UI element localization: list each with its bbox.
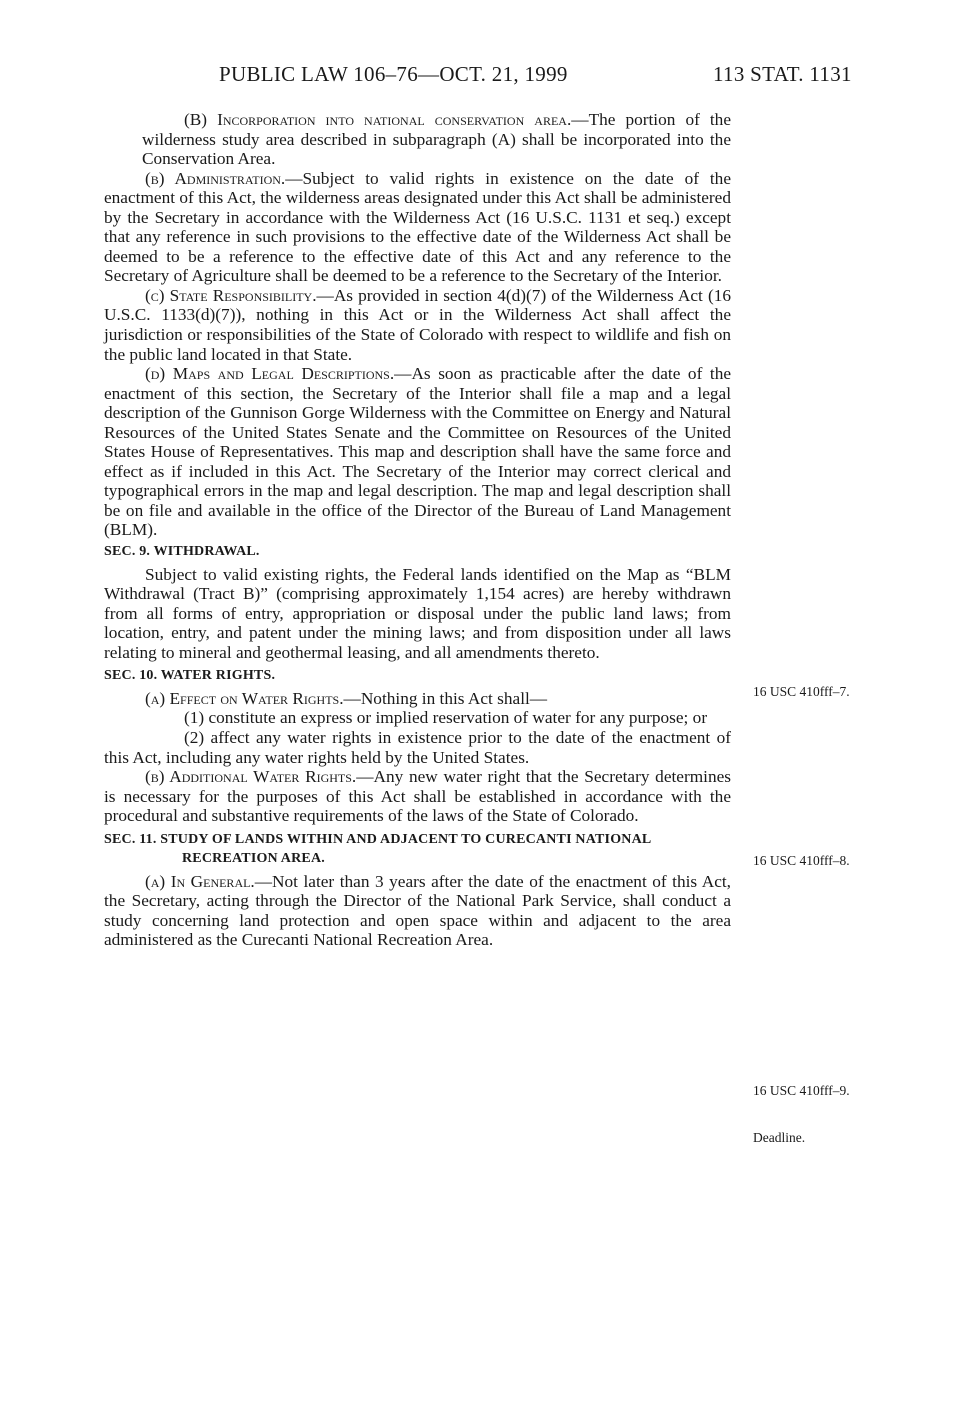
sec10-b-text: —Any new water right that the Secretary determines is necessary for the purposes of this Act shall be established in accordance with the procedural and substantive requirements of the laws of the State of Colorado. <box>104 767 731 826</box>
sec10-b-label: (b) Additional Water Rights. <box>145 767 357 787</box>
margin-note-sec11: 16 USC 410fff–9. <box>753 1083 850 1098</box>
para-b-heading: (B) Incorporation into national conservation area. <box>184 110 572 129</box>
sec10-a-text: —Nothing in this Act shall— <box>343 688 548 708</box>
body-text <box>104 110 731 950</box>
sec11-a-label: (a) In General. <box>145 871 255 891</box>
sec11-a <box>104 872 731 950</box>
sec10-heading: SEC. 10. WATER RIGHTS. <box>104 668 276 684</box>
para-administration <box>104 169 731 286</box>
sec9-text: Subject to valid existing rights, the Federal lands identified on the Map as “BLM Withdrawal (Tract B)” (comprising approximately 1,154 acres) are hereby withdrawn from all forms of entry, appropriation or disposal under the public land laws; from location, entry, and patent under the mining laws; and from disposition under all laws relating to mineral and geothermal leasing, and all amendments thereto. <box>104 564 731 662</box>
sec10-a <box>104 689 731 709</box>
sec10-a1: (1) constitute an express or implied reservation of water for any purpose; or <box>184 708 708 728</box>
sec9-heading: SEC. 9. WITHDRAWAL. <box>104 544 260 560</box>
para-administration-text: —Subject to valid rights in existence on the date of the enactment of this Act, the wilderness areas designated under this Act shall be administered by the Secretary in accordance with the Wilderness Act (16 U.S.C. 1131 et seq.) except that any reference in such provisions to the effective date of the Wilderness Act shall be deemed to be a reference to the effective date of this Act and any reference to the Secretary of Agriculture shall be deemed to be a reference to the Secretary of the Interior. <box>104 168 731 286</box>
para-b-text: —The portion of the wilderness study area described in subparagraph (A) shall be incorporated into the Conservation Area. <box>142 110 731 169</box>
sec10-a-label: (a) Effect on Water Rights. <box>145 688 344 708</box>
sec10-b <box>104 767 731 826</box>
para-b-incorporation <box>104 110 731 169</box>
header-title: PUBLIC LAW 106–76—OCT. 21, 1999 <box>219 62 568 86</box>
para-state-responsibility <box>104 286 731 364</box>
sec11-heading: SEC. 11. STUDY OF LANDS WITHIN AND ADJACENT TO CURECANTI NATIONAL RECREATION AREA. <box>104 831 651 867</box>
sec10-a2: (2) affect any water rights in existence prior to the date of the enactment of this Act, including any water rights held by the United States. <box>104 727 731 767</box>
margin-note-sec10: 16 USC 410fff–8. <box>753 853 850 868</box>
para-maps-label: (d) Maps and Legal Descriptions. <box>145 364 395 384</box>
para-state-text: —As provided in section 4(d)(7) of the Wilderness Act (16 U.S.C. 1133(d)(7)), nothing in this Act or in the Wilderness Act shall affect the jurisdiction or responsibilities of the State of Colorado with respect to wildlife and fish on the public land located in that State. <box>104 285 731 364</box>
header-stat-page: 113 STAT. 1131 <box>713 62 852 86</box>
sec11-a-text: —Not later than 3 years after the date of the enactment of this Act, the Secretary, acting through the Director of the National Park Service, shall conduct a study concerning land protection and open space within and adjacent to the area administered as the Curecanti National Recreation Area. <box>104 871 731 950</box>
para-state-label: (c) State Responsibility. <box>145 285 317 305</box>
margin-note-deadline: Deadline. <box>753 1130 806 1145</box>
para-maps-text: —As soon as practicable after the date of the enactment of this section, the Secretary of the Interior shall file a map and a legal description of the Gunnison Gorge Wilderness with the Committee on Energy and Natural Resources of the United States Senate and the Committee on Resources of the United States House of Representatives. This map and description shall have the same force and effect as if included in this Act. The Secretary of the Interior may correct clerical and typographical errors in the map and legal description. The map and legal description shall be on file and available in the office of the Director of the Bureau of Land Management (BLM). <box>104 364 731 540</box>
para-maps <box>104 364 731 540</box>
margin-note-sec9: 16 USC 410fff–7. <box>753 684 850 699</box>
para-administration-label: (b) Administration. <box>145 168 286 188</box>
